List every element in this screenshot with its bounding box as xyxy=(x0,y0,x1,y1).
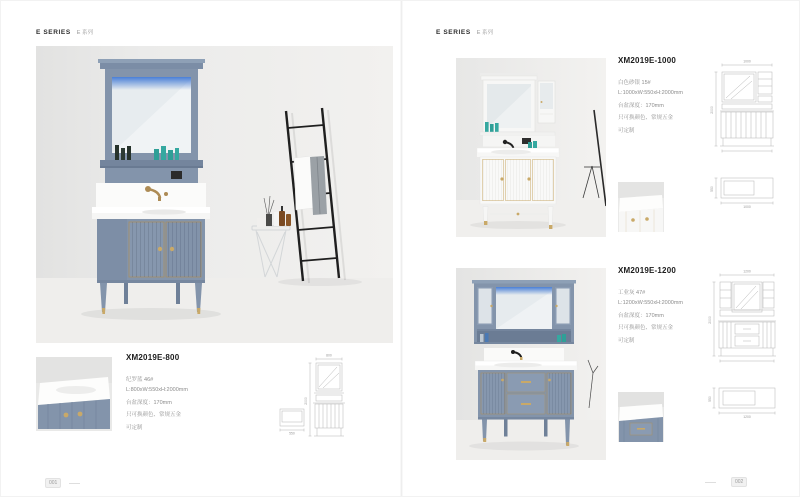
technical-drawing-1200 xyxy=(704,268,790,452)
product-photo-vanity-800 xyxy=(36,46,393,343)
dim-height: 2000 xyxy=(304,397,308,405)
dim-width-bottom: 1200 xyxy=(743,415,751,419)
series-title-cn: E 系列 xyxy=(76,30,93,36)
footer-dash-left xyxy=(69,483,80,484)
page-number-right xyxy=(731,477,747,487)
spec-size: L:800xW:550xH:2000mm xyxy=(126,387,188,394)
dim-height: 2000 xyxy=(710,106,714,114)
technical-drawing-800 xyxy=(273,351,373,451)
detail-photo-basin-800 xyxy=(36,357,112,431)
spec-depth: 台盆深度：170mm xyxy=(618,102,664,109)
product-info-800 xyxy=(126,353,188,435)
spec-note1: 只可换颜色、常规五金 xyxy=(126,412,182,419)
product-photo-vanity-1000 xyxy=(456,58,606,237)
spec-color: 工业灰 47# xyxy=(618,290,646,296)
page-number-left-text: 001 xyxy=(49,480,58,486)
page-number-left xyxy=(45,478,61,488)
product-photo-vanity-1200 xyxy=(456,268,606,460)
spec-note1: 只可换颜色、常规五金 xyxy=(618,115,674,122)
page-gutter xyxy=(400,1,403,497)
product-model: XM2019E-1200 xyxy=(618,266,676,275)
spec-depth: 台盆深度：170mm xyxy=(126,399,172,406)
detail-photo-1000 xyxy=(618,182,664,232)
series-title-cn: E 系列 xyxy=(476,30,493,36)
dim-depth: 550 xyxy=(289,431,295,436)
spec-color: 纪罗蓝 46# xyxy=(126,377,154,383)
dim-width-bottom: 1000 xyxy=(743,205,751,209)
spec-size: L:1200xW:550xH:2000mm xyxy=(618,300,684,307)
mirror-cabinet-white xyxy=(480,73,555,132)
dim-depth: 550 xyxy=(708,396,712,402)
product-model: XM2019E-1000 xyxy=(618,56,676,65)
spec-note2: 可定制 xyxy=(618,337,635,344)
series-header-right xyxy=(436,21,493,39)
technical-drawing-1000 xyxy=(704,58,790,240)
dim-depth: 550 xyxy=(710,186,714,192)
product-model: XM2019E-800 xyxy=(126,353,180,362)
series-header-left xyxy=(36,21,93,39)
spec-note1: 只可换颜色、常规五金 xyxy=(618,325,674,332)
spec-note2: 可定制 xyxy=(126,424,143,431)
footer-dash-right xyxy=(705,482,716,483)
series-title-en: E SERIES xyxy=(436,29,471,36)
series-title-en: E SERIES xyxy=(36,29,71,36)
dim-width: 800 xyxy=(326,353,332,358)
mirror-cabinet-blue xyxy=(472,280,576,344)
spec-depth: 台盆深度：170mm xyxy=(618,312,664,319)
scene-floor xyxy=(36,278,393,343)
product-info-1000 xyxy=(618,56,683,138)
mirror-cabinet xyxy=(98,59,205,161)
spec-size: L:1000xW:550xH:2000mm xyxy=(618,90,684,97)
dim-height: 2000 xyxy=(708,316,712,324)
spec-note2: 可定制 xyxy=(618,127,635,134)
page-number-right-text: 002 xyxy=(735,479,744,485)
dim-width: 1000 xyxy=(743,59,751,64)
spec-color: 白色砂银 15# xyxy=(618,80,651,86)
wall-switch xyxy=(171,171,182,179)
detail-photo-1200 xyxy=(618,392,664,442)
dim-width: 1200 xyxy=(743,269,751,274)
product-info-1200 xyxy=(618,266,683,348)
